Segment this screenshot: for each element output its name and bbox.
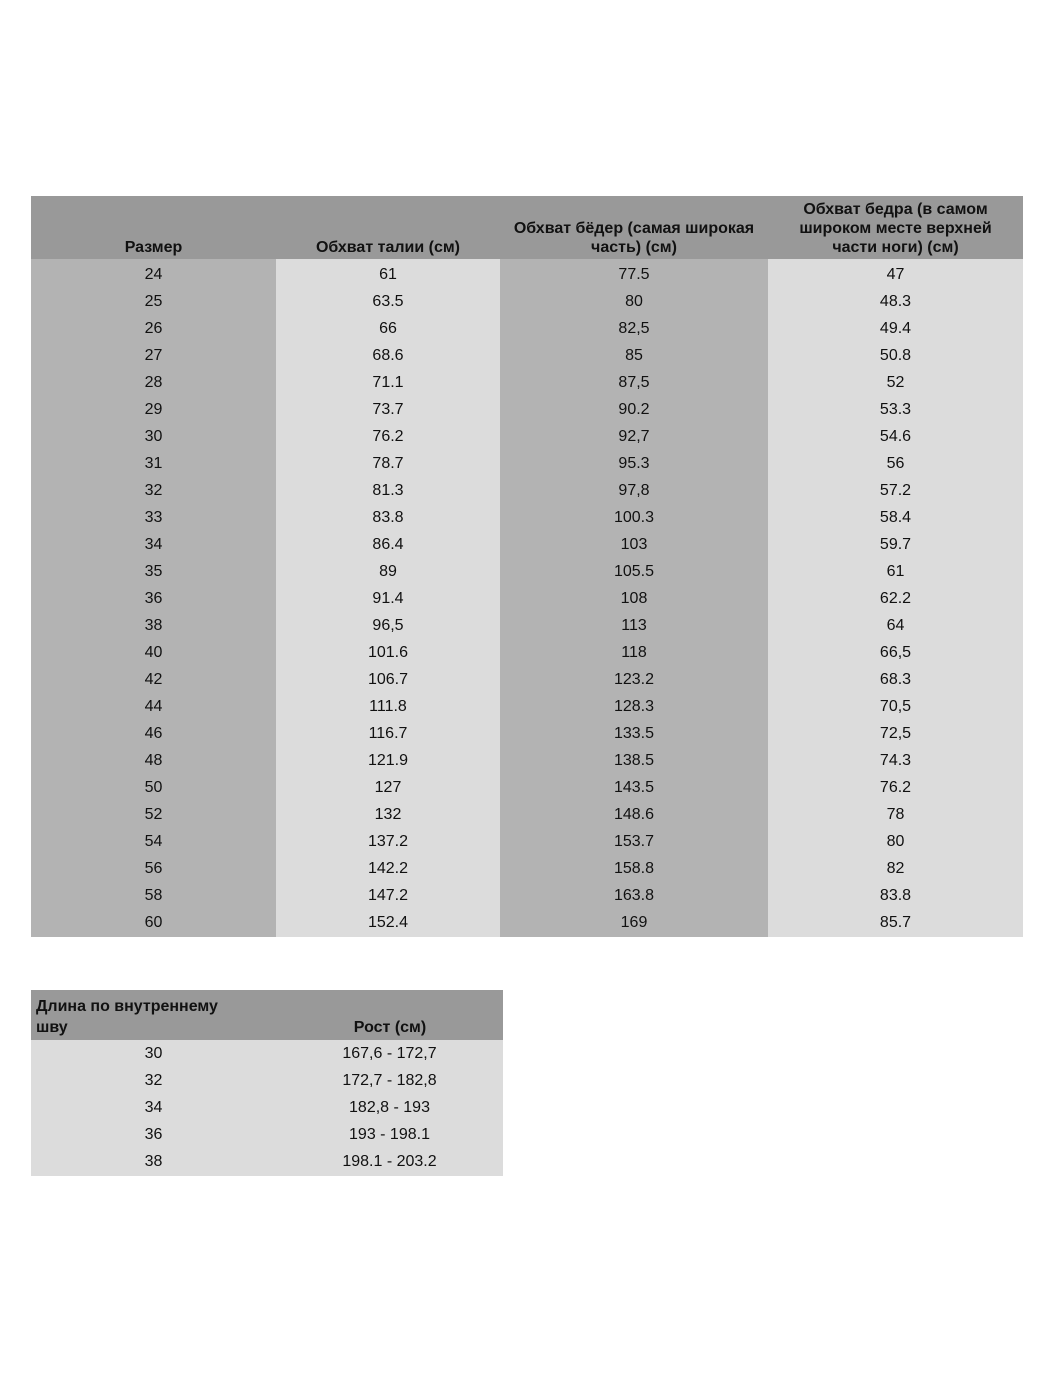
size-chart-header-row	[31, 196, 1023, 259]
cell-hips: 85	[500, 342, 768, 369]
cell-waist: 83.8	[276, 504, 500, 531]
cell-size: 40	[31, 639, 276, 666]
cell-waist: 89	[276, 558, 500, 585]
table-row	[31, 1148, 503, 1176]
cell-inseam-length: 38	[31, 1148, 276, 1176]
cell-size: 42	[31, 666, 276, 693]
cell-thigh: 48.3	[768, 288, 1023, 315]
cell-hips: 148.6	[500, 801, 768, 828]
cell-thigh: 85.7	[768, 909, 1023, 937]
cell-waist: 63.5	[276, 288, 500, 315]
cell-hips: 123.2	[500, 666, 768, 693]
cell-size: 30	[31, 423, 276, 450]
header-height: Рост (см)	[276, 990, 503, 1040]
cell-size: 46	[31, 720, 276, 747]
inseam-body	[31, 1040, 503, 1176]
inseam-table	[31, 990, 503, 1176]
cell-thigh: 50.8	[768, 342, 1023, 369]
cell-waist: 127	[276, 774, 500, 801]
table-row	[31, 558, 1023, 585]
cell-waist: 91.4	[276, 585, 500, 612]
cell-height: 193 - 198.1	[276, 1121, 503, 1148]
cell-hips: 82,5	[500, 315, 768, 342]
table-row	[31, 342, 1023, 369]
cell-waist: 132	[276, 801, 500, 828]
table-row	[31, 259, 1023, 288]
table-row	[31, 396, 1023, 423]
cell-waist: 121.9	[276, 747, 500, 774]
header-thigh: Обхват бедра (в самом широком месте верхней части ноги) (см)	[768, 196, 1023, 259]
table-row	[31, 477, 1023, 504]
cell-hips: 138.5	[500, 747, 768, 774]
cell-hips: 97,8	[500, 477, 768, 504]
cell-hips: 163.8	[500, 882, 768, 909]
header-waist: Обхват талии (см)	[276, 196, 500, 259]
cell-waist: 147.2	[276, 882, 500, 909]
cell-thigh: 72,5	[768, 720, 1023, 747]
cell-size: 36	[31, 585, 276, 612]
table-row	[31, 531, 1023, 558]
table-row	[31, 801, 1023, 828]
cell-hips: 169	[500, 909, 768, 937]
table-row	[31, 1040, 503, 1067]
cell-hips: 113	[500, 612, 768, 639]
cell-hips: 108	[500, 585, 768, 612]
cell-waist: 66	[276, 315, 500, 342]
table-row	[31, 1121, 503, 1148]
cell-hips: 143.5	[500, 774, 768, 801]
table-row	[31, 585, 1023, 612]
cell-size: 44	[31, 693, 276, 720]
cell-waist: 86.4	[276, 531, 500, 558]
header-size: Размер	[31, 196, 276, 259]
header-inseam-length: Длина по внутреннему шву	[31, 990, 276, 1040]
cell-size: 54	[31, 828, 276, 855]
cell-waist: 68.6	[276, 342, 500, 369]
cell-size: 28	[31, 369, 276, 396]
table-row	[31, 720, 1023, 747]
cell-thigh: 64	[768, 612, 1023, 639]
size-chart-table	[31, 196, 1023, 937]
cell-thigh: 82	[768, 855, 1023, 882]
table-row	[31, 450, 1023, 477]
cell-waist: 78.7	[276, 450, 500, 477]
cell-height: 198.1 - 203.2	[276, 1148, 503, 1176]
cell-thigh: 49.4	[768, 315, 1023, 342]
cell-size: 24	[31, 259, 276, 288]
cell-thigh: 53.3	[768, 396, 1023, 423]
table-row	[31, 315, 1023, 342]
table-row	[31, 666, 1023, 693]
cell-waist: 142.2	[276, 855, 500, 882]
cell-size: 48	[31, 747, 276, 774]
cell-size: 25	[31, 288, 276, 315]
cell-height: 172,7 - 182,8	[276, 1067, 503, 1094]
cell-size: 31	[31, 450, 276, 477]
cell-thigh: 57.2	[768, 477, 1023, 504]
cell-size: 58	[31, 882, 276, 909]
cell-thigh: 66,5	[768, 639, 1023, 666]
cell-hips: 105.5	[500, 558, 768, 585]
cell-thigh: 68.3	[768, 666, 1023, 693]
cell-waist: 101.6	[276, 639, 500, 666]
table-row	[31, 828, 1023, 855]
cell-hips: 77.5	[500, 259, 768, 288]
cell-waist: 116.7	[276, 720, 500, 747]
cell-hips: 128.3	[500, 693, 768, 720]
cell-hips: 118	[500, 639, 768, 666]
cell-thigh: 58.4	[768, 504, 1023, 531]
cell-thigh: 80	[768, 828, 1023, 855]
table-row	[31, 747, 1023, 774]
cell-inseam-length: 30	[31, 1040, 276, 1067]
table-row	[31, 612, 1023, 639]
table-row	[31, 288, 1023, 315]
cell-waist: 137.2	[276, 828, 500, 855]
cell-thigh: 59.7	[768, 531, 1023, 558]
cell-thigh: 61	[768, 558, 1023, 585]
size-chart-body	[31, 259, 1023, 937]
cell-inseam-length: 36	[31, 1121, 276, 1148]
cell-size: 38	[31, 612, 276, 639]
table-row	[31, 855, 1023, 882]
cell-thigh: 83.8	[768, 882, 1023, 909]
table-row	[31, 882, 1023, 909]
cell-hips: 92,7	[500, 423, 768, 450]
header-hips: Обхват бёдер (самая широкая часть) (см)	[500, 196, 768, 259]
cell-thigh: 70,5	[768, 693, 1023, 720]
cell-size: 52	[31, 801, 276, 828]
cell-hips: 153.7	[500, 828, 768, 855]
cell-size: 34	[31, 531, 276, 558]
cell-size: 56	[31, 855, 276, 882]
cell-inseam-length: 32	[31, 1067, 276, 1094]
cell-hips: 103	[500, 531, 768, 558]
table-row	[31, 774, 1023, 801]
table-row	[31, 639, 1023, 666]
table-row	[31, 693, 1023, 720]
cell-hips: 100.3	[500, 504, 768, 531]
cell-thigh: 78	[768, 801, 1023, 828]
cell-waist: 71.1	[276, 369, 500, 396]
cell-size: 50	[31, 774, 276, 801]
cell-size: 27	[31, 342, 276, 369]
cell-inseam-length: 34	[31, 1094, 276, 1121]
cell-thigh: 62.2	[768, 585, 1023, 612]
cell-waist: 152.4	[276, 909, 500, 937]
table-row	[31, 504, 1023, 531]
cell-size: 32	[31, 477, 276, 504]
cell-waist: 106.7	[276, 666, 500, 693]
cell-waist: 76.2	[276, 423, 500, 450]
cell-size: 60	[31, 909, 276, 937]
cell-waist: 96,5	[276, 612, 500, 639]
cell-thigh: 47	[768, 259, 1023, 288]
table-row	[31, 369, 1023, 396]
table-row	[31, 1094, 503, 1121]
cell-hips: 133.5	[500, 720, 768, 747]
cell-waist: 61	[276, 259, 500, 288]
table-row	[31, 1067, 503, 1094]
table-row	[31, 909, 1023, 937]
cell-thigh: 52	[768, 369, 1023, 396]
cell-hips: 158.8	[500, 855, 768, 882]
cell-size: 29	[31, 396, 276, 423]
cell-height: 182,8 - 193	[276, 1094, 503, 1121]
cell-size: 35	[31, 558, 276, 585]
cell-thigh: 54.6	[768, 423, 1023, 450]
cell-size: 26	[31, 315, 276, 342]
cell-thigh: 56	[768, 450, 1023, 477]
cell-size: 33	[31, 504, 276, 531]
inseam-header-row	[31, 990, 503, 1040]
cell-waist: 73.7	[276, 396, 500, 423]
cell-hips: 87,5	[500, 369, 768, 396]
cell-hips: 80	[500, 288, 768, 315]
cell-hips: 90.2	[500, 396, 768, 423]
cell-waist: 81.3	[276, 477, 500, 504]
cell-hips: 95.3	[500, 450, 768, 477]
cell-waist: 111.8	[276, 693, 500, 720]
cell-thigh: 76.2	[768, 774, 1023, 801]
cell-height: 167,6 - 172,7	[276, 1040, 503, 1067]
table-row	[31, 423, 1023, 450]
cell-thigh: 74.3	[768, 747, 1023, 774]
